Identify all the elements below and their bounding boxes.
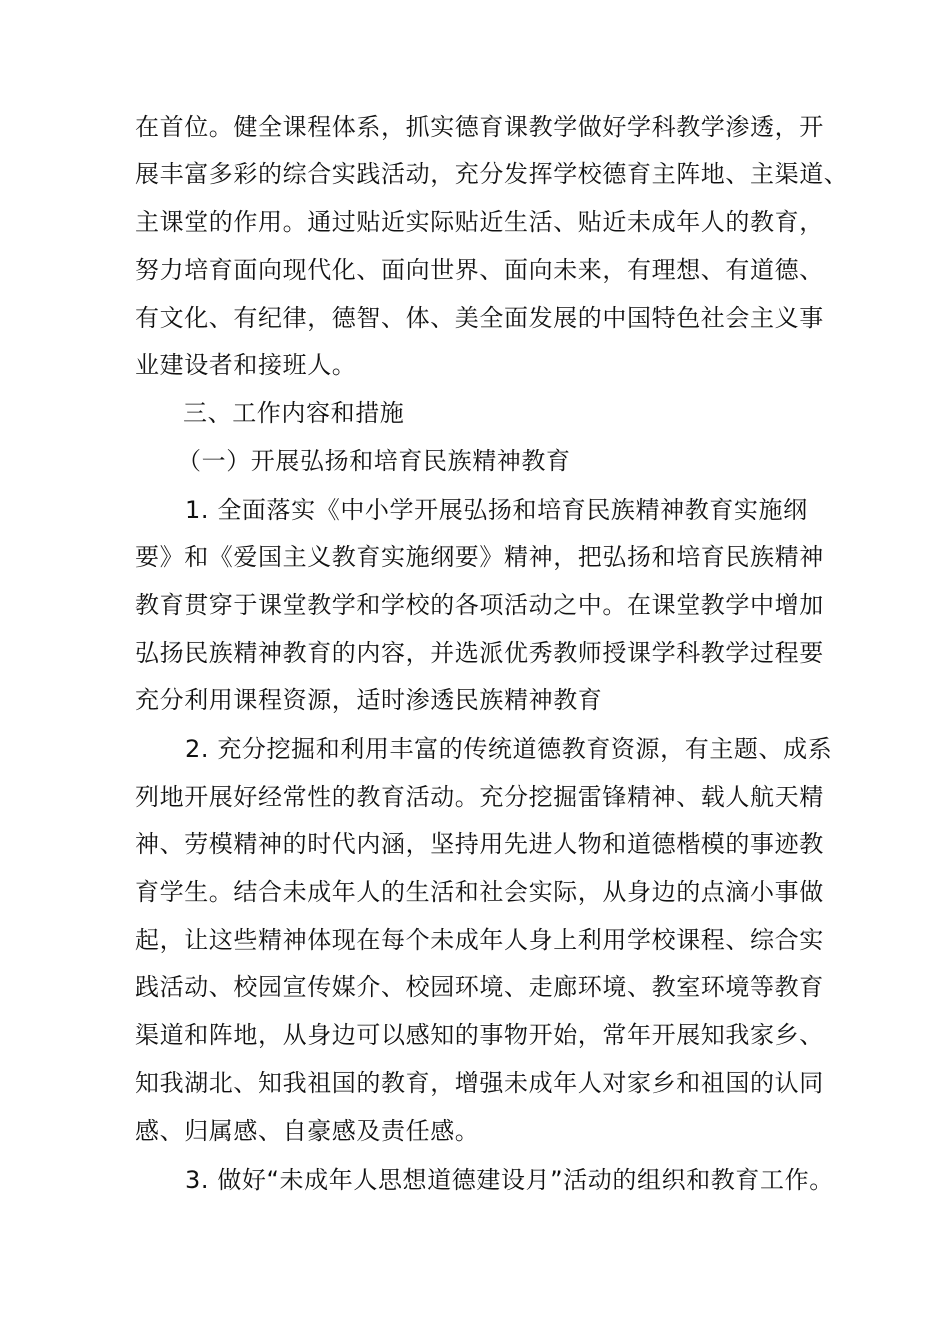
paragraph-line: 业建设者和接班人。 [135,351,357,379]
paragraph-line: 践活动、校园宣传媒介、校园环境、走廊环境、教室环境等教育 [135,973,824,1001]
paragraph-line: 充分利用课程资源，适时渗透民族精神教育 [135,686,603,714]
paragraph-line: 有文化、有纪律，德智、体、美全面发展的中国特色社会主义事 [135,304,824,332]
paragraph-line: 列地开展好经常性的教育活动。充分挖掘雷锋精神、载人航天精 [135,783,824,811]
paragraph-line: 要》和《爱国主义教育实施纲要》精神，把弘扬和培育民族精神 [135,543,824,571]
paragraph-line: 1. 全面落实《中小学开展弘扬和培育民族精神教育实施纲 [185,496,808,524]
paragraph-line: 起，让这些精神体现在每个未成年人身上利用学校课程、综合实 [135,926,824,954]
subsection-heading: （一）开展弘扬和培育民族精神教育 [177,447,571,475]
paragraph-line: 渠道和阵地，从身边可以感知的事物开始，常年开展知我家乡、 [135,1021,824,1049]
paragraph-line: 3. 做好“未成年人思想道德建设月”活动的组织和教育工作。 [185,1166,834,1194]
paragraph-line: 展丰富多彩的综合实践活动，充分发挥学校德育主阵地、主渠道、 [135,160,849,188]
paragraph-line: 在首位。健全课程体系，抓实德育课教学做好学科教学渗透，开 [135,113,824,141]
paragraph-line: 2. 充分挖掘和利用丰富的传统道德教育资源，有主题、成系 [185,735,833,763]
paragraph-line: 育学生。结合未成年人的生活和社会实际，从身边的点滴小事做 [135,878,824,906]
paragraph-line: 主课堂的作用。通过贴近实际贴近生活、贴近未成年人的教育， [135,208,824,236]
paragraph-line: 感、归属感、自豪感及责任感。 [135,1117,480,1145]
paragraph-line: 弘扬民族精神教育的内容，并选派优秀教师授课学科教学过程要 [135,639,824,667]
paragraph-line: 教育贯穿于课堂教学和学校的各项活动之中。在课堂教学中增加 [135,591,824,619]
paragraph-line: 神、劳模精神的时代内涵，坚持用先进人物和道德楷模的事迹教 [135,830,824,858]
paragraph-line: 知我湖北、知我祖国的教育，增强未成年人对家乡和祖国的认同 [135,1069,824,1097]
section-heading: 三、工作内容和措施 [183,399,405,427]
paragraph-line: 努力培育面向现代化、面向世界、面向未来，有理想、有道德、 [135,256,824,284]
